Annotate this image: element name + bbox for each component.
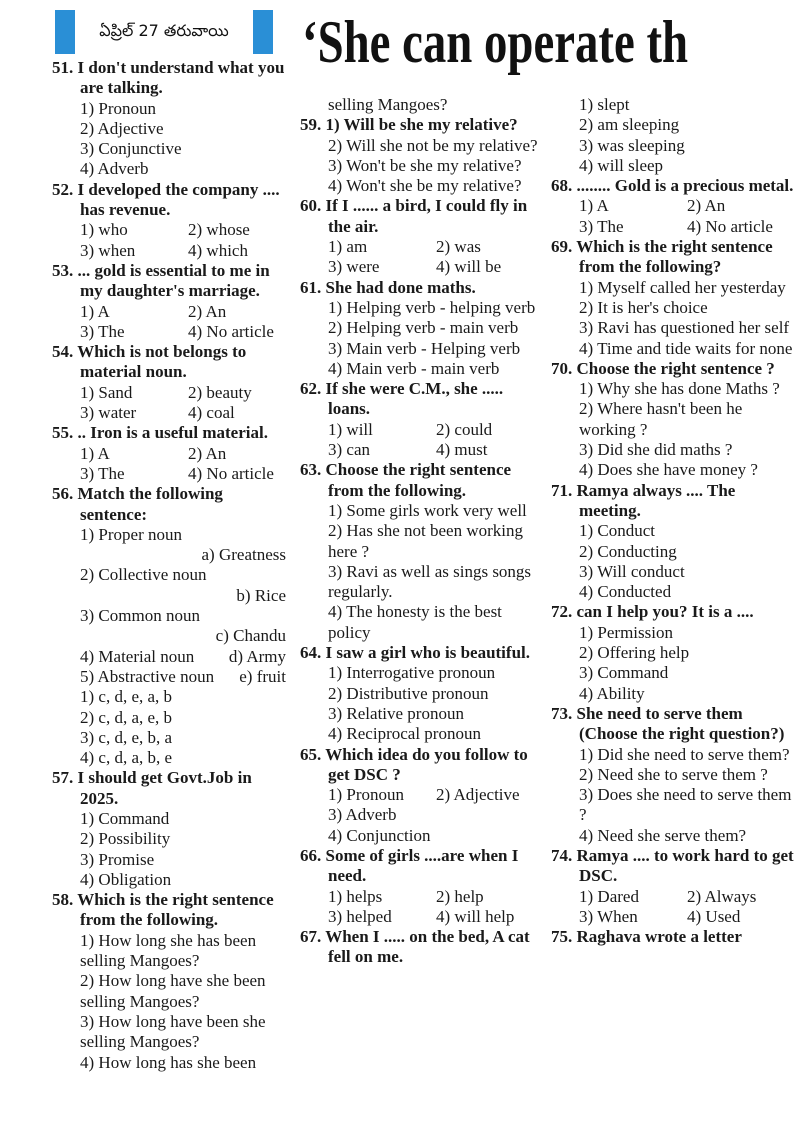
option: 1) will [328,419,373,439]
match-left: 5) Abstractive noun [80,666,215,686]
option: 2) An [188,443,227,463]
option: 4) Main verb - main verb [328,358,500,378]
option: 4) Time and tide waits for none [579,338,793,358]
option: 2) whose [188,220,250,240]
match-left: 3) Common noun [80,606,200,626]
option: 3) Main verb - Helping verb [328,338,521,358]
option: 1) Interrogative pronoun [328,663,496,683]
option-row [52,403,286,423]
option: 2) c, d, a, e, b [80,707,173,727]
option: 2) An [188,301,227,321]
match-right: a) Greatness [201,545,286,565]
question-61: 61. She had done maths. [300,277,476,297]
option: 4) coal [188,403,235,423]
option-row [300,237,538,257]
headline: ‘She can operate th [302,9,689,75]
match-right: c) Chandu [215,626,286,646]
option: 2) am sleeping [579,115,680,135]
option: 4) must [436,440,488,460]
question-72: 72. can I help you? It is a .... [551,602,754,622]
option: 3) Promise [80,849,155,869]
option: 1) Some girls work very well [328,500,527,520]
option: 4) Ability [579,683,645,703]
question-53: 53. ... gold is essential to me in my daughter's marriage. [52,260,270,301]
option: 3) How long have been she selling Mangoes? [80,1011,266,1052]
column-2 [300,95,538,968]
option-row [300,440,538,460]
question-70: 70. Choose the right sentence ? [551,358,775,378]
option-row [300,887,538,907]
option: 2) help [436,886,484,906]
option-row [300,257,538,277]
question-60: 60. If I ...... a bird, I could fly in the air. [300,196,528,236]
badge-bar-left [55,10,75,54]
option: 4) Obligation [80,869,172,889]
option: 4) will be [436,257,502,277]
option: 4) Need she serve them? [579,825,747,845]
continued-badge [55,10,273,54]
match-left: 1) Proper noun [80,524,182,544]
option: 3) Will conduct [579,561,685,581]
option: 4) How long has she been [80,1052,257,1072]
option: 4) Does she have money ? [579,460,758,480]
option: 2) It is her's choice [579,297,708,317]
option: 2) Offering help [579,643,690,663]
option-row [52,464,286,484]
option-row [551,887,800,907]
option: 3) Adverb [328,805,397,825]
option: 1) slept [579,95,630,114]
option: 3) Does she need to serve them ? [579,785,792,825]
option-row [551,196,800,216]
option: 1) Sand [80,382,133,402]
option: 4) will sleep [579,155,664,175]
option: 1) A [80,301,110,321]
option: 3) When [579,906,638,926]
option: 2) was [436,237,481,257]
option: 2) Need she to serve them ? [579,764,768,784]
option: 3) Won't be she my relative? [328,155,522,175]
question-54: 54. Which is not belongs to material noun. [52,342,247,382]
question-71: 71. Ramya always .... The meeting. [551,480,736,520]
question-75: 75. Raghava wrote a letter [551,927,742,947]
option: 3) The [80,321,125,341]
match-right: d) Army [228,646,286,666]
option: 4) No article [188,321,274,341]
option: 4) Reciprocal pronoun [328,724,481,744]
option: 1) Did she need to serve them? [579,744,790,764]
option: 3) Ravi as well as sings songs regularly. [328,561,532,602]
option: 3) helped [328,906,392,926]
option: 3) when [80,240,136,260]
question-58: 58. Which is the right sentence from the following. [52,890,274,930]
option: 1) Permission [579,622,673,642]
question-52: 52. I developed the company .... has revenue. [52,179,280,220]
option: 1) Pronoun [328,785,405,805]
option: 1) Conduct [579,521,656,541]
option: 4) No article [687,216,773,236]
question-57: 57. I should get Govt.Job in 2025. [52,768,252,808]
question-63: 63. Choose the right sentence from the following. [300,460,512,500]
badge-bar-right [253,10,273,54]
option: 4) No article [188,463,274,483]
option: 2) Where hasn't been he working ? [579,399,743,439]
option: 2) Has she not been working here ? [328,521,523,561]
option: 1) am [328,237,368,257]
option-row [52,220,286,240]
option: 3) can [328,440,371,460]
option: 3) Relative pronoun [328,703,464,723]
match-left: 2) Collective noun [80,565,207,585]
option: 3) Conjunctive [80,139,182,159]
question-65: 65. Which idea do you follow to get DSC ? [300,744,528,784]
option: 1) A [80,443,110,463]
option-row [52,302,286,322]
option: 3) The [579,216,624,236]
option: 2) Possibility [80,829,171,849]
question-56: 56. Match the following sentence: [52,484,223,524]
question-64: 64. I saw a girl who is beautiful. [300,643,530,663]
match-right: b) Rice [236,585,286,605]
option: 2) Adjective [80,118,164,138]
option: 1) c, d, e, a, b [80,687,173,707]
option-row [300,785,538,805]
question-74: 74. Ramya .... to work hard to get DSC. [551,845,794,886]
question-62: 62. If she were C.M., she ..... loans. [300,379,504,419]
option: 3) Command [579,663,669,683]
question-69: 69. Which is the right sentence from the following? [551,237,773,277]
option: 2) beauty [188,382,252,402]
option: 1) Helping verb - helping verb [328,297,536,317]
option: 2) Will she not be my relative? [328,135,538,155]
option: 2) could [436,419,493,439]
match-row [52,647,286,667]
option-row [52,241,286,261]
question-73: 73. She need to serve them (Choose the right question?) [551,703,785,744]
option: 4) Won't she be my relative? [328,176,522,196]
option: 1) who [80,220,128,240]
option-row [52,383,286,403]
option-row [300,420,538,440]
question-59: 59. 1) Will be she my relative? [300,115,518,135]
option: 2) Helping verb - main verb [328,318,519,338]
option: 1) Dared [579,886,639,906]
option: 4) Conjunction [328,825,431,845]
option: 3) Did she did maths ? [579,440,733,460]
option: 3) c, d, e, b, a [80,727,173,747]
option: 4) Conducted [579,582,672,602]
option-continued: selling Mangoes? [328,95,448,114]
column-1 [52,58,286,1073]
option: 3) The [80,463,125,483]
option: 1) Pronoun [80,98,157,118]
match-row [52,667,286,687]
question-66: 66. Some of girls ....are when I need. [300,845,519,886]
option: 2) Adjective [436,785,520,805]
option: 1) How long she has been selling Mangoes? [80,930,257,971]
option: 1) A [579,196,609,216]
option: 2) How long have she been selling Mangoes? [80,971,266,1011]
option: 2) Conducting [579,541,677,561]
option-row [52,322,286,342]
continued-label: ఏప్రిల్ 27 తరువాయి [99,21,229,40]
option: 2) Distributive pronoun [328,683,489,703]
question-68: 68. ........ Gold is a precious metal. [551,176,794,196]
option: 3) were [328,257,380,277]
question-67: 67. When I ..... on the bed, A cat fell on me. [300,927,530,967]
option: 1) Why she has done Maths ? [579,379,780,399]
column-3 [551,95,800,947]
option-row [52,444,286,464]
option: 4) c, d, a, b, e [80,748,173,768]
option-row [551,907,800,927]
option: 4) The honesty is the best policy [328,602,502,642]
match-left: 4) Material noun [80,646,195,666]
option-row [551,217,800,237]
option: 4) which [188,240,248,260]
option: 4) Used [687,906,741,926]
option: 4) will help [436,906,515,926]
option: 2) An [687,196,726,216]
question-55: 55. .. Iron is a useful material. [52,423,268,443]
question-51: 51. I don't understand what you are talking. [52,58,285,98]
option: 1) Myself called her yesterday [579,277,786,297]
option: 3) Ravi has questioned her self [579,318,790,338]
option: 4) Adverb [80,159,149,179]
option: 3) was sleeping [579,135,685,155]
option: 3) water [80,403,137,423]
option: 2) Always [687,886,757,906]
match-right: e) fruit [239,666,286,686]
option-row [300,907,538,927]
option: 1) Command [80,808,170,828]
option: 1) helps [328,886,383,906]
